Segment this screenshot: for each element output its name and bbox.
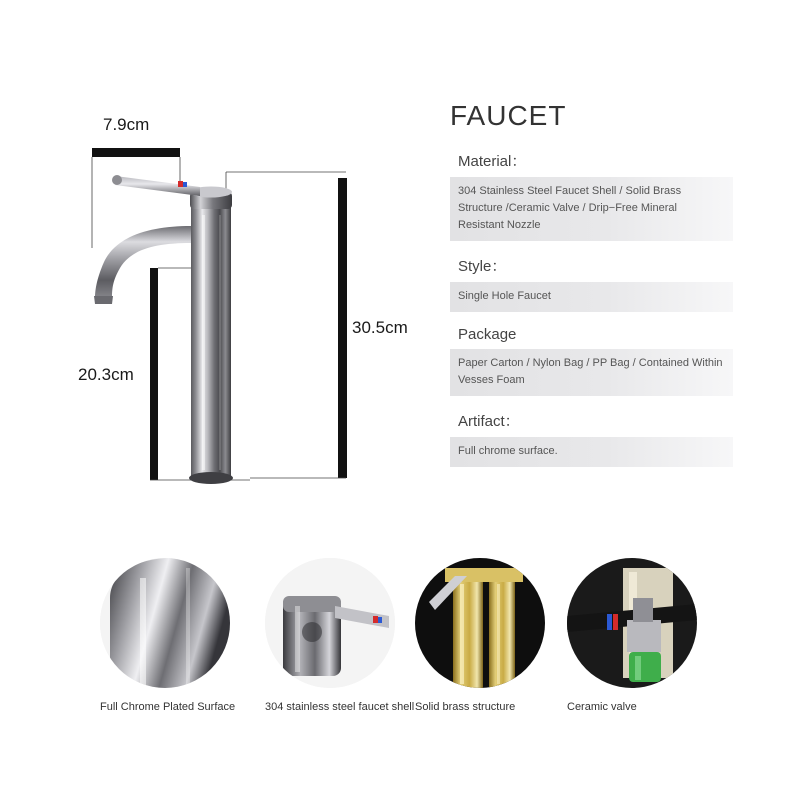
- spout-nozzle: [94, 296, 113, 304]
- spec-label-style: Style：: [458, 258, 507, 276]
- faucet-body: [191, 206, 231, 478]
- spec-value-artifact: Full chrome surface.: [450, 437, 733, 467]
- spec-block-style: [450, 255, 750, 312]
- faucet-diagram: [0, 0, 430, 540]
- faucet-shell-icon: [265, 558, 395, 688]
- spec-block-material: [450, 150, 750, 241]
- spec-value-style: Single Hole Faucet: [450, 282, 733, 312]
- spec-block-package: [450, 326, 750, 396]
- feature-caption: Ceramic valve: [567, 701, 637, 713]
- feature-caption: 304 stainless steel faucet shell: [265, 701, 415, 713]
- feature-caption: Solid brass structure: [415, 701, 516, 713]
- body-height-dimension-label: 20.3cm: [78, 365, 134, 384]
- specification-panel: [450, 100, 750, 481]
- feature-item: [567, 558, 727, 715]
- feature-item: [265, 558, 425, 715]
- hot-indicator: [178, 181, 183, 187]
- chrome-surface-icon: [100, 558, 230, 688]
- faucet-spout: [95, 226, 191, 298]
- faucet-base: [189, 472, 233, 484]
- width-dimension-label: 7.9cm: [103, 115, 150, 134]
- faucet-lever: [115, 176, 200, 196]
- spec-value-package: Paper Carton / Nylon Bag / PP Bag / Contained Within Vesses Foam: [450, 349, 733, 396]
- ceramic-valve-icon: [567, 558, 697, 688]
- total-height-dimension-label: 30.5cm: [352, 318, 408, 337]
- feature-item: [415, 558, 575, 715]
- spec-label-artifact: Artifact：: [458, 413, 520, 431]
- spec-label-material: Material：: [458, 153, 527, 170]
- spec-value-material: 304 Stainless Steel Faucet Shell / Solid Brass Structure /Ceramic Valve / Drip−Free Mineral Resistant Nozzle: [450, 177, 733, 241]
- spec-label-package: Package: [458, 326, 517, 344]
- faucet-drawing: [0, 0, 430, 540]
- feature-item: [100, 558, 260, 715]
- total-height-dimension-bar: [338, 178, 347, 478]
- feature-gallery: [0, 548, 800, 748]
- cold-indicator: [183, 182, 187, 187]
- spec-block-artifact: [450, 410, 750, 467]
- brass-structure-icon: [415, 558, 545, 688]
- page-title: FAUCET: [450, 100, 567, 131]
- body-height-dimension-bar: [150, 268, 158, 480]
- feature-caption: Full Chrome Plated Surface: [100, 701, 236, 713]
- width-dimension-bar: [92, 148, 180, 157]
